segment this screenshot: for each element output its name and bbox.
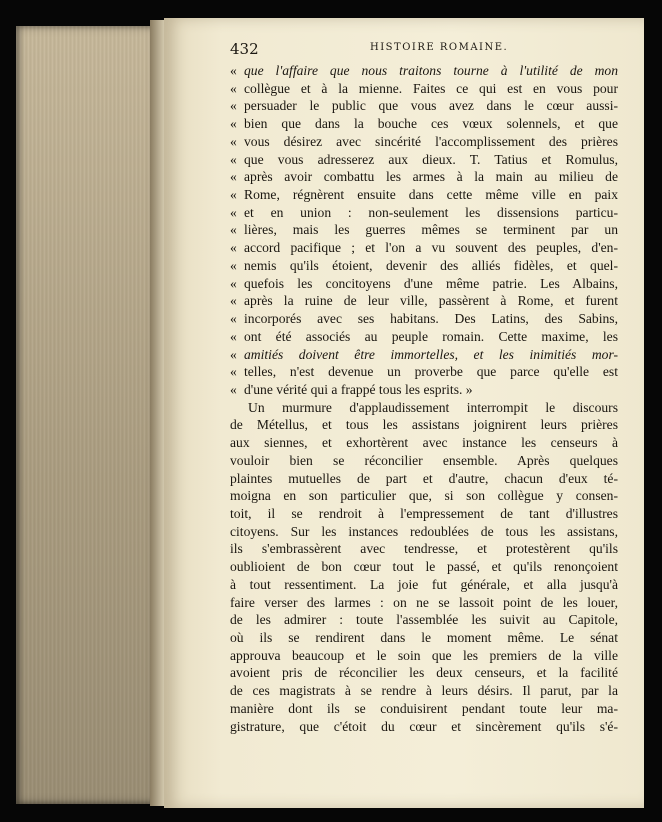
book-page — [164, 18, 644, 808]
text-line: manière dont ils se conduisirent pendant toute leur ma- — [230, 700, 618, 716]
text-line-body: incorporés avec ses habitans. Des Latins, des Sabins, — [244, 311, 618, 327]
text-line: faire verser des larmes : on ne se lassoit point de les louer, — [230, 594, 618, 610]
text-line-body: ont été associés au peuple romain. Cette maxime, les — [244, 328, 618, 344]
text-line-body: d'une vérité qui a frappé tous les esprits. » — [244, 381, 473, 397]
text-line — [230, 204, 618, 222]
text-line — [230, 328, 618, 346]
text-line-body: accord pacifique ; et l'on a vu souvent des peuples, d'en- — [244, 240, 618, 256]
text-line — [230, 168, 618, 186]
text-line: Un murmure d'applaudissement interrompit le discours — [248, 399, 618, 415]
quote-mark: « — [230, 275, 237, 291]
text-line: à tout ressentiment. La joie fut générale, et alla jusqu'à — [230, 576, 618, 592]
page-header — [230, 40, 610, 58]
quote-mark: « — [230, 364, 237, 380]
text-line — [230, 310, 618, 328]
text-line — [230, 239, 618, 257]
quote-mark: « — [230, 293, 237, 309]
text-line-body: et en union : non-seulement les dissensions particu- — [244, 204, 618, 220]
text-line — [230, 115, 618, 133]
text-line — [230, 62, 618, 80]
quote-mark: « — [230, 116, 237, 132]
text-line — [230, 186, 618, 204]
text-line: approuva beaucoup et le soin que les premiers de la ville — [230, 647, 618, 663]
quote-mark: « — [230, 204, 237, 220]
text-line — [230, 80, 618, 98]
quote-mark: « — [230, 257, 237, 273]
page-number: 432 — [230, 40, 259, 58]
text-line — [230, 346, 618, 364]
quote-mark: « — [230, 98, 237, 114]
text-line — [230, 292, 618, 310]
quote-mark: « — [230, 80, 237, 96]
text-line — [230, 151, 618, 169]
quote-mark: « — [230, 311, 237, 327]
text-line-body: nemis qu'ils étoient, devenir des alliés fidèles, et quel- — [244, 257, 618, 273]
text-line: citoyens. Sur les instances redoublées de tous les assistans, — [230, 523, 618, 539]
text-line-body: vous désirez avec sincérité l'accomplissement des prières — [244, 133, 618, 149]
quote-mark: « — [230, 169, 237, 185]
text-line — [230, 363, 618, 381]
page-block-edge — [16, 26, 162, 804]
text-line-body: après avoir combattu les armes à la main au milieu de — [244, 169, 618, 185]
quote-mark: « — [230, 328, 237, 344]
text-line-body: collègue et à la mienne. Faites ce qui est en vous pour — [244, 80, 618, 96]
quote-mark: « — [230, 381, 237, 397]
quote-mark: « — [230, 187, 237, 203]
text-line-body: lières, mais les guerres mêmes se terminent par un — [244, 222, 618, 238]
quote-mark: « — [230, 133, 237, 149]
text-line-body: que vous adresserez aux dieux. T. Tatius et Romulus, — [244, 151, 618, 167]
text-line: ils s'embrassèrent avec tendresse, et protestèrent qu'ils — [230, 541, 618, 557]
text-line — [230, 133, 618, 151]
text-line-body: que l'affaire que nous traitons tourne à l'utilité de mon — [244, 63, 618, 78]
text-line: plaintes mutuelles de part et d'autre, chacun d'eux té- — [230, 470, 618, 486]
quote-mark: « — [230, 222, 237, 238]
text-line: toit, il se rendroit à l'empressement de tant d'illustres — [230, 505, 618, 521]
text-line: aux siennes, et exhortèrent avec instance les censeurs à — [230, 435, 618, 451]
text-line-body: telles, n'est devenue un proverbe que parce qu'elle est — [244, 364, 618, 380]
text-line: vouloir bien se réconcilier ensemble. Après quelques — [230, 452, 618, 468]
text-line: où ils se rendirent dans le moment même. Le sénat — [230, 630, 618, 645]
text-line: moigna en son particulier que, si son collègue y consen- — [230, 488, 618, 504]
text-line-body: Rome, régnèrent ensuite dans cette même ville en paix — [244, 187, 618, 203]
text-line: avoient pris de réconcilier les deux censeurs, et la facilité — [230, 665, 618, 681]
text-line: de Métellus, et tous les assistans joignirent leurs prières — [230, 417, 618, 433]
text-line — [230, 221, 618, 239]
text-line-body: après la ruine de leur ville, passèrent à Rome, et furent — [244, 293, 618, 309]
text-line: gistrature, que c'étoit du cœur et sincèrement qu'ils s'é- — [230, 718, 618, 734]
quote-mark: « — [230, 151, 237, 167]
quote-mark: « — [230, 240, 237, 256]
text-line-body: persuader le public que vous avez dans le cœur aussi- — [244, 98, 618, 114]
quote-mark: « — [230, 63, 237, 78]
text-line — [230, 97, 618, 115]
text-line: de les admirer : toute l'assemblée les suivit au Capitole, — [230, 612, 618, 628]
text-line-body: bien que dans la bouche ces vœux solennels, et que — [244, 116, 618, 132]
text-line: oublioient de bon cœur tout le passé, et qu'ils renonçoient — [230, 559, 618, 575]
page-text — [230, 62, 618, 735]
text-line — [230, 275, 618, 293]
text-line-body: amitiés doivent être immortelles, et les inimitiés mor- — [244, 346, 618, 362]
running-title: HISTOIRE ROMAINE. — [370, 42, 509, 53]
text-line — [230, 257, 618, 275]
text-line — [230, 381, 618, 399]
quote-mark: « — [230, 346, 237, 362]
text-line: de ces magistrats à se rendre à leurs désirs. Il parut, par la — [230, 683, 618, 699]
text-line-body: quefois les concitoyens d'une même patrie. Les Albains, — [244, 275, 618, 291]
